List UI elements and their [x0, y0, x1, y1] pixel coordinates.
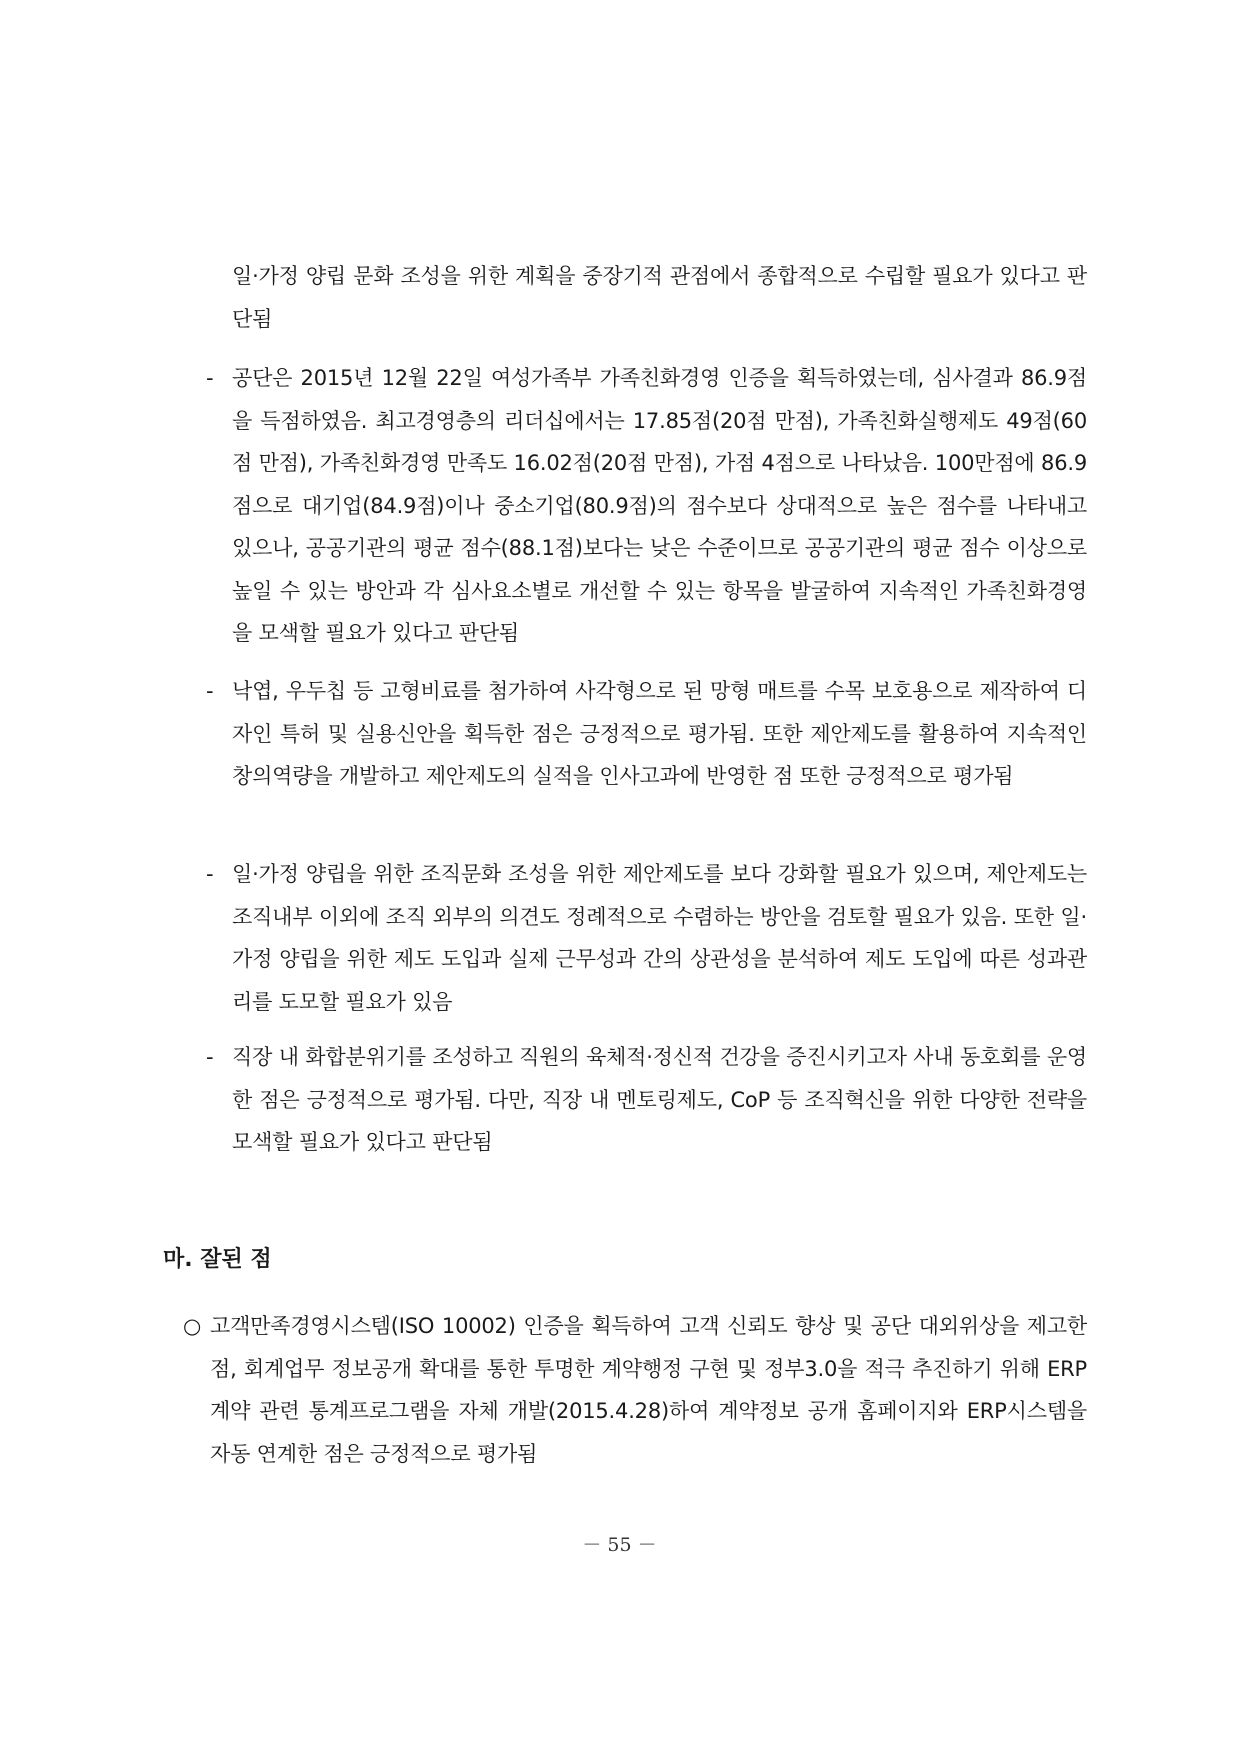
bullet-dash: - [206, 366, 214, 390]
bullet-text: 낙엽, 우두칩 등 고형비료를 첨가하여 사각형으로 된 망형 매트를 수목 보호용으로 제작하여 디자인 특허 및 실용신안을 획득한 점은 긍정적으로 평가됨. 또한 제안제도를 활용하여 지속적인 창의역량을 개발하고 제안제도의 실적을 인사고과에 반영한 점 또한 긍정적으로 평가됨 [232, 679, 1087, 788]
bullet-item-2 [206, 670, 1087, 798]
continuation-paragraph: 일·가정 양립 문화 조성을 위한 계획을 중장기적 관점에서 종합적으로 수립할 필요가 있다고 판단됨 [232, 264, 1087, 331]
page-number: － 55 － [582, 1534, 657, 1556]
bullet-text: 공단은 2015년 12월 22일 여성가족부 가족친화경영 인증을 획득하였는데, 심사결과 86.9점을 득점하였음. 최고경영층의 리더십에서는 17.85점(20점 만점), 가족친화실행제도 49점(60점 만점), 가족친화경영 만족도 16.02점(20점 만점), 가점 4점으로 나타났음. 100만점에 86.9점으로 대기업(84.9점)이나 중소기업(80.9점)의 점수보다 상대적으로 높은 점수를 나타내고 있으나, 공공기관의 평균 점수(88.1점)보다는 낮은 수준이므로 공공기관의 평균 점수 이상으로 높일 수 있는 방안과 각 심사요소별로 개선할 수 있는 항목을 발굴하여 지속적인 가족친화경영을 모색할 필요가 있다고 판단됨 [232, 366, 1087, 645]
bullet-text: 일·가정 양립을 위한 조직문화 조성을 위한 제안제도를 보다 강화할 필요가 있으며, 제안제도는 조직내부 이외에 조직 외부의 의견도 정례적으로 수렴하는 방안을 검토할 필요가 있음. 또한 일·가정 양립을 위한 제도 도입과 실제 근무성과 간의 상관성을 분석하여 제도 도입에 따른 성과관리를 도모할 필요가 있음 [232, 862, 1087, 1014]
circle-bullet-item [183, 1305, 1087, 1475]
bullet-text: 직장 내 화합분위기를 조성하고 직원의 육체적·정신적 건강을 증진시키고자 사내 동호회를 운영한 점은 긍정적으로 평가됨. 다만, 직장 내 멘토링제도, CoP 등 조직혁신을 위한 다양한 전략을 모색할 필요가 있다고 판단됨 [232, 1045, 1087, 1154]
circle-bullet-text: 고객만족경영시스템(ISO 10002) 인증을 획득하여 고객 신뢰도 향상 및 공단 대외위상을 제고한 점, 회계업무 정보공개 확대를 통한 투명한 계약행정 구현 및 정부3.0을 적극 추진하기 위해 ERP 계약 관련 통계프로그램을 자체 개발(2015.4.28)하여 계약정보 공개 홈페이지와 ERP시스템을 자동 연계한 점은 긍정적으로 평가됨 [210, 1314, 1087, 1466]
bullet-item-3 [206, 853, 1087, 1023]
circle-bullet-icon: ○ [183, 1314, 202, 1338]
bullet-dash: - [206, 862, 214, 886]
bullet-dash: - [206, 1045, 214, 1069]
bullet-dash: - [206, 679, 214, 703]
bullet-item-1 [206, 357, 1087, 655]
section-heading: 마. 잘된 점 [163, 1247, 272, 1272]
bullet-item-4 [206, 1036, 1087, 1164]
